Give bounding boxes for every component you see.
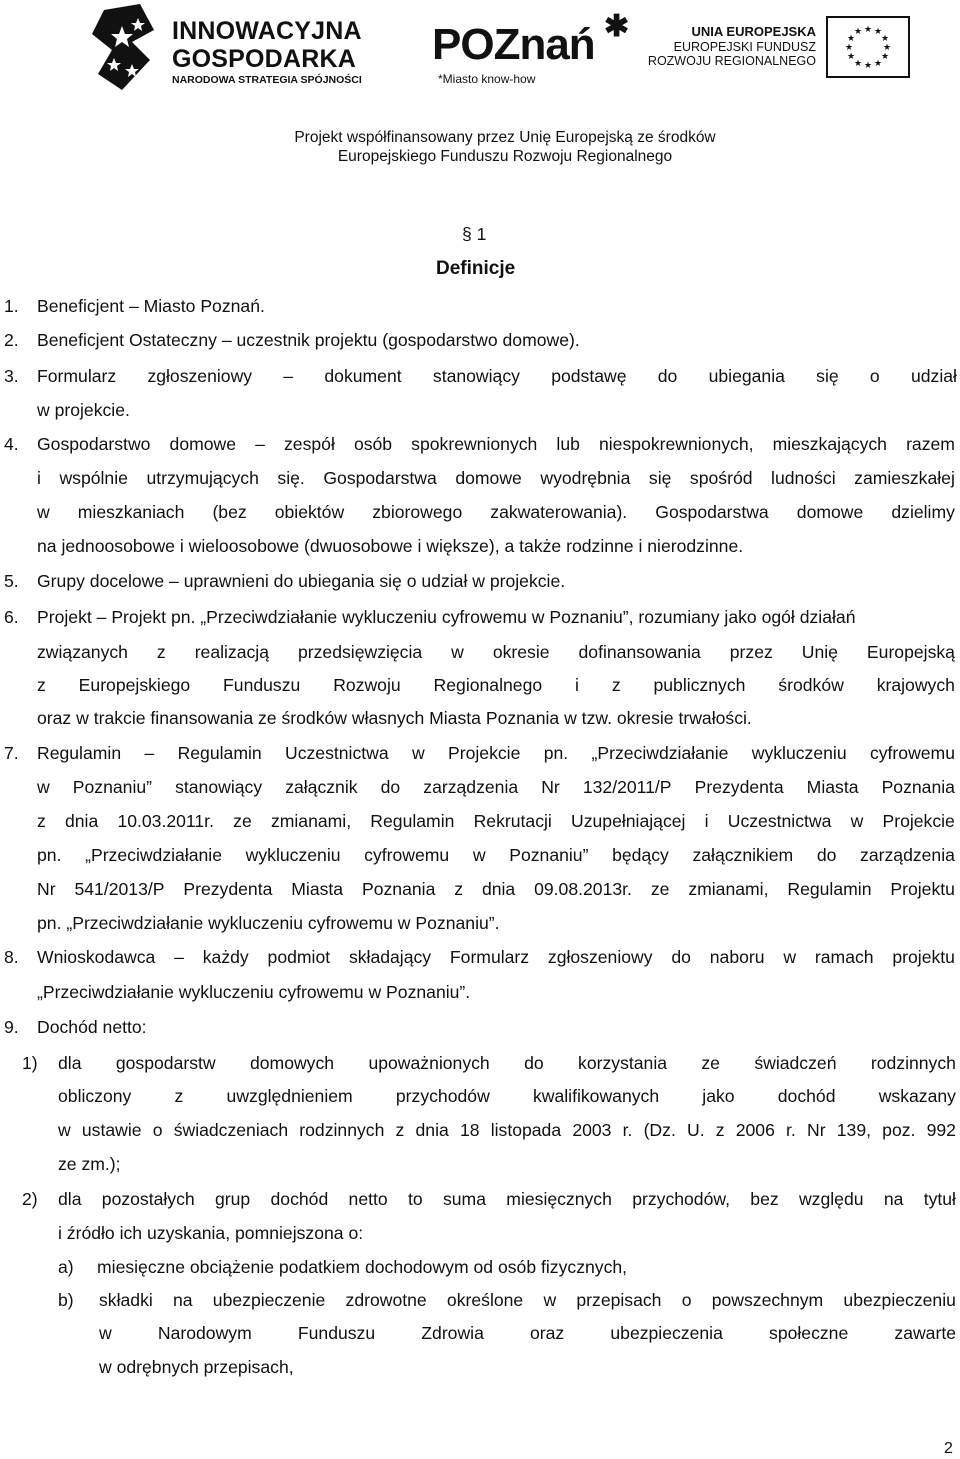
word: obiektów: [274, 502, 345, 522]
sublist-number: 1): [22, 1053, 38, 1073]
word: ubezpieczenie: [212, 1290, 326, 1310]
word: poz.: [882, 1120, 916, 1140]
word: w: [37, 777, 50, 797]
word: z: [37, 811, 46, 831]
word: Zdrowia: [421, 1323, 484, 1343]
word: zmianami,: [688, 879, 769, 899]
word: ustawie: [81, 1120, 142, 1140]
word: Formularz: [449, 947, 530, 967]
word: kwalifikowanych: [532, 1086, 660, 1106]
word: ubezpieczenia: [610, 1323, 723, 1343]
word: Projektu: [890, 879, 955, 899]
word: mieszkaniach: [77, 502, 185, 522]
word: i: [37, 468, 41, 488]
justified-line: [37, 845, 955, 865]
sublist-letter: b): [58, 1290, 74, 1310]
list-item-text: Beneficjent – Miasto Poznań.: [37, 296, 265, 316]
poznan-logo: [432, 10, 632, 88]
word: do: [816, 845, 837, 865]
word: świadczeniach: [173, 1120, 289, 1140]
word: „Przeciwdziałanie: [591, 743, 729, 763]
word: na: [173, 1290, 193, 1310]
svg-text:★: ★: [844, 43, 854, 53]
word: względu: [798, 1189, 864, 1209]
ig-emblem-icon: [92, 4, 164, 90]
word: „Przeciwdziałanie: [85, 845, 223, 865]
word: się: [816, 366, 839, 386]
word: zamieszkałej: [854, 468, 955, 488]
justified-line: [58, 1120, 956, 1140]
word: będący: [612, 845, 669, 865]
word: tytuł: [923, 1189, 956, 1209]
word: przedsięwzięcia: [297, 642, 423, 662]
word: 10.03.2011r.: [117, 811, 214, 831]
poznan-tagline: Miasto know-how: [442, 72, 536, 86]
word: pn.: [37, 845, 62, 865]
word: Poznania: [881, 777, 955, 797]
word: załącznikiem: [692, 845, 794, 865]
word: publicznych: [653, 675, 746, 695]
word: zdrowotne: [345, 1290, 427, 1310]
list-item-number: 3.: [4, 366, 19, 386]
word: U.: [687, 1120, 705, 1140]
list-item-number: 5.: [4, 571, 19, 591]
word: dokument: [324, 366, 402, 386]
word: określone: [446, 1290, 524, 1310]
word: (bez: [212, 502, 247, 522]
svg-text:★: ★: [880, 52, 890, 62]
word: przez: [729, 642, 773, 662]
word: przepisach: [576, 1290, 662, 1310]
word: w: [99, 1323, 112, 1343]
word: upoważnionych: [368, 1053, 490, 1073]
word: świadczeń: [754, 1053, 837, 1073]
word: w: [58, 1120, 71, 1140]
word: Gospodarstwa: [655, 502, 769, 522]
word: spokrewnionych: [411, 434, 538, 454]
svg-text:★: ★: [873, 27, 883, 37]
list-item-text: Projekt – Projekt pn. „Przeciwdziałanie wykluczeniu cyfrowemu w Poznaniu”, rozumiany jako ogół działań: [37, 607, 856, 627]
section-title: Definicje: [436, 258, 516, 279]
word: się.: [277, 468, 305, 488]
word: osób: [353, 434, 393, 454]
word: 09.08.2013r.: [534, 879, 632, 899]
list-item-text: w odrębnych przepisach,: [99, 1357, 294, 1377]
word: ze: [701, 1053, 720, 1073]
word: Nr: [807, 1120, 826, 1140]
list-item-number: 4.: [4, 434, 19, 454]
word: domowych: [249, 1053, 335, 1073]
word: z: [395, 1120, 405, 1140]
word: z: [37, 675, 46, 695]
list-item-number: 8.: [4, 947, 19, 967]
word: suma: [442, 1189, 486, 1209]
justified-line: [37, 947, 955, 967]
svg-text:★: ★: [853, 27, 863, 37]
word: społeczne: [769, 1323, 849, 1343]
eu-line3: ROZWOJU REGIONALNEGO: [647, 54, 816, 68]
word: o: [152, 1120, 163, 1140]
svg-text:★: ★: [853, 59, 863, 69]
word: Miasta: [806, 777, 859, 797]
list-item-text: Dochód netto:: [37, 1017, 147, 1037]
word: Rozwoju: [333, 675, 401, 695]
word: Narodowym: [157, 1323, 252, 1343]
word: –: [144, 743, 155, 763]
svg-text:★: ★: [863, 25, 873, 35]
word: wykluczeniu: [245, 845, 341, 865]
justified-line: [37, 366, 957, 386]
word: podmiot: [267, 947, 331, 967]
list-item-number: 2.: [4, 330, 19, 350]
svg-text:★: ★: [873, 59, 883, 69]
word: podstawę: [551, 366, 627, 386]
list-item-text: pn. „Przeciwdziałanie wykluczeniu cyfrowemu w Poznaniu”.: [37, 913, 500, 933]
word: 18: [459, 1120, 480, 1140]
word: domowe: [796, 502, 864, 522]
word: udział: [910, 366, 957, 386]
svg-text:★: ★: [880, 34, 890, 44]
word: wspólnie: [59, 468, 128, 488]
list-item-number: 6.: [4, 607, 19, 627]
word: na: [883, 1189, 904, 1209]
word: ramach: [814, 947, 874, 967]
cofinance-line1: Projekt współfinansowany przez Unię Europejską ze środków: [294, 129, 716, 146]
word: zgłoszeniowy: [147, 366, 253, 386]
list-item-number: 1.: [4, 296, 19, 316]
word: przychodów,: [632, 1189, 730, 1209]
word: składający: [348, 947, 432, 967]
word: dnia: [64, 811, 99, 831]
word: naboru: [709, 947, 765, 967]
sublist-letter: a): [58, 1257, 74, 1277]
list-item-text: Grupy docelowe – uprawnieni do ubiegania się o udział w projekcie.: [37, 571, 566, 591]
word: uwzględnieniem: [226, 1086, 353, 1106]
word: środków: [778, 675, 844, 695]
word: 992: [926, 1120, 956, 1140]
justified-line: [58, 1086, 956, 1106]
cofinance-notice: [230, 128, 780, 166]
word: w: [850, 811, 864, 831]
word: Miasta: [291, 879, 344, 899]
word: rodzinnych: [299, 1120, 385, 1140]
word: miesięcznych: [506, 1189, 612, 1209]
word: Regulamin: [787, 879, 872, 899]
cofinance-line2: Europejskiego Funduszu Rozwoju Regionalnego: [337, 148, 673, 165]
word: z: [715, 1120, 725, 1140]
word: to: [407, 1189, 423, 1209]
word: w: [451, 642, 464, 662]
word: dnia: [481, 879, 516, 899]
asterisk-icon: ✱: [604, 10, 630, 43]
word: dofinansowania: [578, 642, 701, 662]
word: powszechnym: [711, 1290, 824, 1310]
word: bez: [750, 1189, 779, 1209]
justified-line: [37, 879, 955, 899]
justified-line: [99, 1290, 956, 1310]
word: listopada: [490, 1120, 562, 1140]
word: Europejskiego: [78, 675, 191, 695]
word: 541/2013/P: [74, 879, 165, 899]
eu-line1: UNIA EUROPEJSKA: [691, 24, 816, 39]
word: netto: [348, 1189, 388, 1209]
word: Gospodarstwa: [323, 468, 437, 488]
eu-line2: EUROPEJSKI FUNDUSZ: [673, 40, 816, 54]
word: przychodów: [395, 1086, 490, 1106]
word: Prezydenta: [694, 777, 784, 797]
justified-line: [37, 642, 955, 662]
word: spośród: [689, 468, 753, 488]
word: ze: [233, 811, 252, 831]
word: –: [174, 947, 184, 967]
list-item-text: „Przeciwdziałanie wykluczeniu cyfrowemu w Poznaniu”.: [37, 982, 471, 1002]
word: razem: [906, 434, 955, 454]
word: Unię: [801, 642, 838, 662]
word: Nr: [37, 879, 56, 899]
word: o: [869, 366, 880, 386]
word: z: [156, 642, 166, 662]
justified-line: [37, 811, 955, 831]
list-item-text: miesięczne obciążenie podatkiem dochodowym od osób fizycznych,: [97, 1257, 628, 1277]
word: mieszkających: [772, 434, 887, 454]
word: dla: [58, 1189, 82, 1209]
word: Nr: [541, 777, 560, 797]
word: realizacją: [194, 642, 270, 662]
word: do: [380, 777, 401, 797]
word: do: [657, 366, 678, 386]
list-item-text: i źródło ich uzyskania, pomniejszona o:: [58, 1223, 364, 1243]
word: dnia: [415, 1120, 449, 1140]
word: 2006: [735, 1120, 775, 1140]
svg-text:★: ★: [882, 43, 892, 53]
word: Funduszu: [297, 1323, 376, 1343]
word: Wnioskodawca: [37, 947, 156, 967]
word: stanowiący: [432, 366, 520, 386]
word: zarządzenia: [423, 777, 519, 797]
word: Uczestnictwa: [727, 811, 832, 831]
justified-line: [99, 1323, 956, 1343]
word: (Dz.: [643, 1120, 676, 1140]
word: stanowiący: [175, 777, 263, 797]
word: zespół: [284, 434, 335, 454]
word: 2003: [572, 1120, 612, 1140]
list-item-number: 9.: [4, 1017, 19, 1037]
word: Regulamin: [37, 743, 122, 763]
word: pn.: [543, 743, 569, 763]
list-item-text: Beneficjent Ostateczny – uczestnik projektu (gospodarstwo domowe).: [37, 330, 580, 350]
word: cyfrowemu: [364, 845, 450, 865]
word: Regionalnego: [433, 675, 543, 695]
word: dochód: [777, 1086, 836, 1106]
eu-logo: [647, 16, 914, 80]
word: grup: [215, 1189, 251, 1209]
word: Europejską: [866, 642, 955, 662]
word: w: [472, 845, 486, 865]
word: zakwaterowania).: [490, 502, 628, 522]
word: Uzupełniającej: [571, 811, 686, 831]
svg-text:★: ★: [846, 34, 856, 44]
word: do: [524, 1053, 544, 1073]
word: zmianami,: [270, 811, 352, 831]
list-item-text: oraz w trakcie finansowania ze środków własnych Miasta Poznania w tzw. okresie trwałości.: [37, 708, 752, 728]
list-item-text: ze zm.);: [58, 1154, 121, 1174]
word: Projekcie: [448, 743, 521, 763]
word: składki: [99, 1290, 153, 1310]
poznan-wordmark: POZnań: [432, 20, 595, 69]
word: ubezpieczeniu: [843, 1290, 956, 1310]
svg-text:★: ★: [846, 52, 856, 62]
word: z: [454, 879, 464, 899]
word: ludności: [771, 468, 836, 488]
word: lub: [556, 434, 580, 454]
word: i: [704, 811, 709, 831]
word: się: [648, 468, 672, 488]
word: ze: [650, 879, 670, 899]
innowacyjna-gospodarka-logo: [92, 4, 382, 90]
page-number: 2: [944, 1440, 953, 1457]
ig-line2: GOSPODARKA: [172, 45, 356, 73]
word: do: [671, 947, 691, 967]
word: Rekrutacji: [473, 811, 552, 831]
word: niespokrewnionych,: [598, 434, 754, 454]
justified-line: [37, 777, 955, 797]
word: r.: [786, 1120, 796, 1140]
word: dzielimy: [891, 502, 955, 522]
word: 132/2011/P: [582, 777, 672, 797]
word: w: [37, 502, 50, 522]
paragraph-mark: § 1: [462, 224, 487, 244]
eu-flag-icon: [826, 16, 910, 78]
justified-line: [58, 1053, 956, 1073]
word: krajowych: [876, 675, 955, 695]
word: załącznik: [285, 777, 358, 797]
word: –: [283, 366, 294, 386]
word: Formularz: [37, 366, 117, 386]
word: z: [174, 1086, 184, 1106]
word: Prezydenta: [183, 879, 273, 899]
word: w: [783, 947, 797, 967]
word: Regulamin: [370, 811, 455, 831]
ig-line1: INNOWACYJNA: [172, 17, 362, 45]
word: o: [681, 1290, 692, 1310]
word: Poznaniu”: [72, 777, 153, 797]
list-item-text: na jednoosobowe i wieloosobowe (dwuosobowe i większe), a także rodzinne i nierodzinne.: [37, 536, 744, 556]
sublist-number: 2): [22, 1189, 38, 1209]
word: Uczestnictwa: [285, 743, 389, 763]
word: –: [255, 434, 265, 454]
tagline-asterisk-icon: *: [438, 72, 443, 86]
list-item-text: w projekcie.: [37, 400, 130, 420]
word: domowe: [455, 468, 522, 488]
word: gospodarstw: [115, 1053, 216, 1073]
word: związanych: [37, 642, 128, 662]
svg-text:★: ★: [863, 61, 873, 71]
word: zawarte: [894, 1323, 956, 1343]
word: cyfrowemu: [869, 743, 955, 763]
word: z: [611, 675, 621, 695]
word: Gospodarstwo: [37, 434, 151, 454]
word: Funduszu: [223, 675, 301, 695]
list-item-number: 7.: [4, 743, 19, 763]
word: utrzymujących: [146, 468, 259, 488]
word: domowe: [169, 434, 237, 454]
word: Projekcie: [882, 811, 955, 831]
word: pozostałych: [101, 1189, 195, 1209]
word: rodzinnych: [870, 1053, 956, 1073]
word: 139,: [836, 1120, 871, 1140]
justified-line: [37, 743, 955, 763]
word: okresie: [492, 642, 550, 662]
word: każdy: [202, 947, 249, 967]
word: w: [411, 743, 425, 763]
word: dochód: [270, 1189, 329, 1209]
word: Regulamin: [177, 743, 262, 763]
word: zarządzenia: [860, 845, 955, 865]
justified-line: [37, 468, 955, 488]
word: zgłoszeniowy: [547, 947, 653, 967]
word: obliczony: [58, 1086, 132, 1106]
justified-line: [37, 675, 955, 695]
word: wyodrębnia: [540, 468, 631, 488]
word: wskazany: [878, 1086, 956, 1106]
word: wykluczeniu: [751, 743, 847, 763]
word: oraz: [530, 1323, 565, 1343]
word: korzystania: [578, 1053, 668, 1073]
word: Poznaniu”: [509, 845, 589, 865]
word: projektu: [892, 947, 955, 967]
word: dla: [58, 1053, 82, 1073]
poznan-tagline-row: [438, 72, 535, 86]
justified-line: [37, 502, 955, 522]
justified-line: [37, 434, 955, 454]
word: jako: [702, 1086, 735, 1106]
word: Poznania: [361, 879, 436, 899]
word: w: [543, 1290, 557, 1310]
justified-line: [58, 1189, 956, 1209]
word: i: [575, 675, 579, 695]
word: zbiorowego: [372, 502, 463, 522]
word: ubiegania: [708, 366, 785, 386]
ig-line3: NARODOWA STRATEGIA SPÓJNOŚCI: [172, 74, 362, 86]
word: r.: [622, 1120, 633, 1140]
